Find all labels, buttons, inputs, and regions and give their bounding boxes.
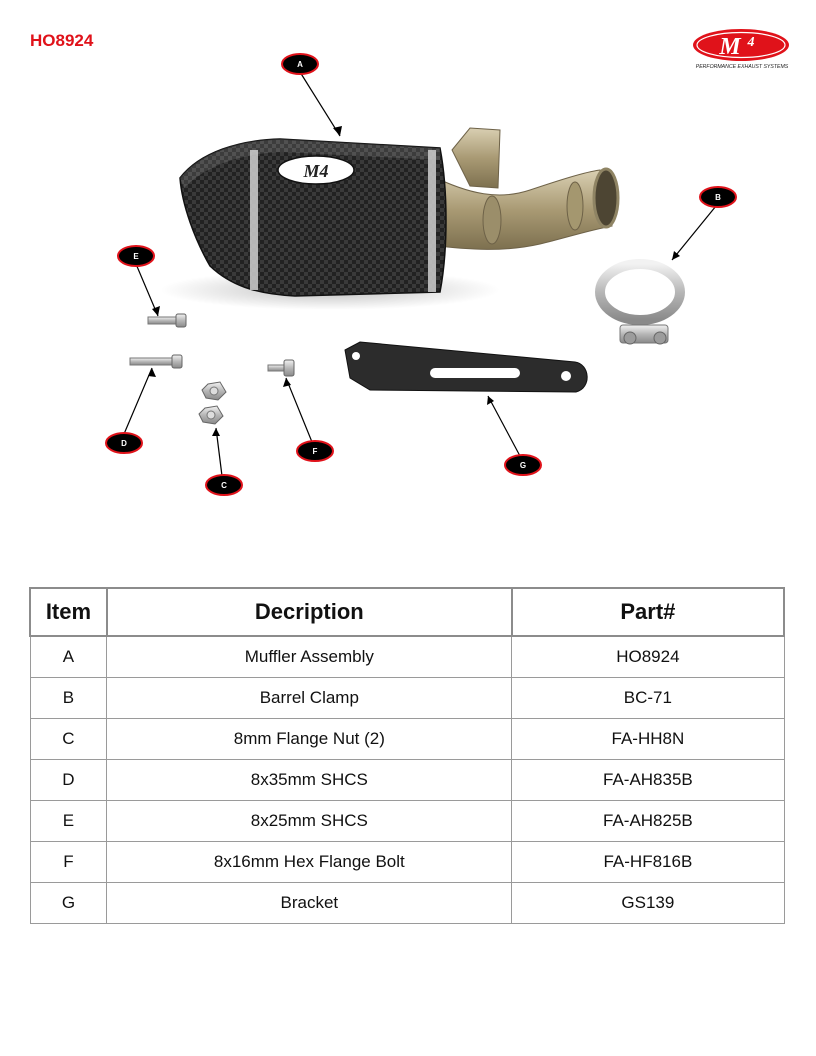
callout-d-label: D [121, 439, 127, 448]
part-number-cell: HO8924 [512, 636, 784, 677]
callout-g [505, 455, 541, 475]
part-number-title: HO8924 [30, 31, 94, 50]
table-row [30, 636, 784, 677]
callout-e [118, 246, 154, 266]
part-number-cell: FA-HH8N [512, 718, 784, 759]
parts-diagram [0, 0, 816, 520]
callout-d [106, 433, 142, 453]
description-cell: Bracket [107, 882, 512, 923]
column-header-description: Decription [107, 588, 512, 636]
table-row [30, 718, 784, 759]
callout-f-label: F [312, 447, 318, 456]
description-cell: 8x35mm SHCS [107, 759, 512, 800]
part-number-cell: FA-AH835B [512, 759, 784, 800]
hardware-image [130, 314, 294, 424]
barrel-clamp-image [600, 264, 680, 344]
callout-a-label: A [297, 60, 303, 69]
svg-text:M4: M4 [303, 161, 329, 181]
muffler-assembly-image [160, 128, 618, 310]
item-cell: F [30, 841, 107, 882]
callout-a [282, 54, 318, 74]
column-header-part-number: Part# [512, 588, 784, 636]
description-cell: 8x25mm SHCS [107, 800, 512, 841]
table-row [30, 759, 784, 800]
callout-c [206, 475, 242, 495]
table-row [30, 882, 784, 923]
parts-table [29, 587, 785, 924]
table-row [30, 841, 784, 882]
callout-c-label: C [221, 481, 227, 490]
item-cell: E [30, 800, 107, 841]
item-cell: D [30, 759, 107, 800]
column-header-item: Item [30, 588, 107, 636]
item-cell: A [30, 636, 107, 677]
svg-text:M: M [719, 34, 741, 60]
description-cell: Barrel Clamp [107, 677, 512, 718]
part-number-cell: FA-AH825B [512, 800, 784, 841]
item-cell: C [30, 718, 107, 759]
table-row [30, 800, 784, 841]
callout-f [297, 441, 333, 461]
part-number-cell: BC-71 [512, 677, 784, 718]
callout-b-label: B [715, 193, 721, 202]
part-number-cell: FA-HF816B [512, 841, 784, 882]
item-cell: B [30, 677, 107, 718]
description-cell: Muffler Assembly [107, 636, 512, 677]
callout-e-label: E [133, 252, 139, 261]
table-row [30, 677, 784, 718]
svg-text:4: 4 [747, 35, 755, 50]
svg-text:PERFORMANCE EXHAUST SYSTEMS: PERFORMANCE EXHAUST SYSTEMS [695, 64, 789, 70]
callout-b [700, 187, 736, 207]
table-header-row [30, 588, 784, 636]
item-cell: G [30, 882, 107, 923]
callout-g-label: G [519, 461, 527, 470]
part-number-cell: GS139 [512, 882, 784, 923]
description-cell: 8mm Flange Nut (2) [107, 718, 512, 759]
bracket-image [345, 342, 587, 392]
description-cell: 8x16mm Hex Flange Bolt [107, 841, 512, 882]
